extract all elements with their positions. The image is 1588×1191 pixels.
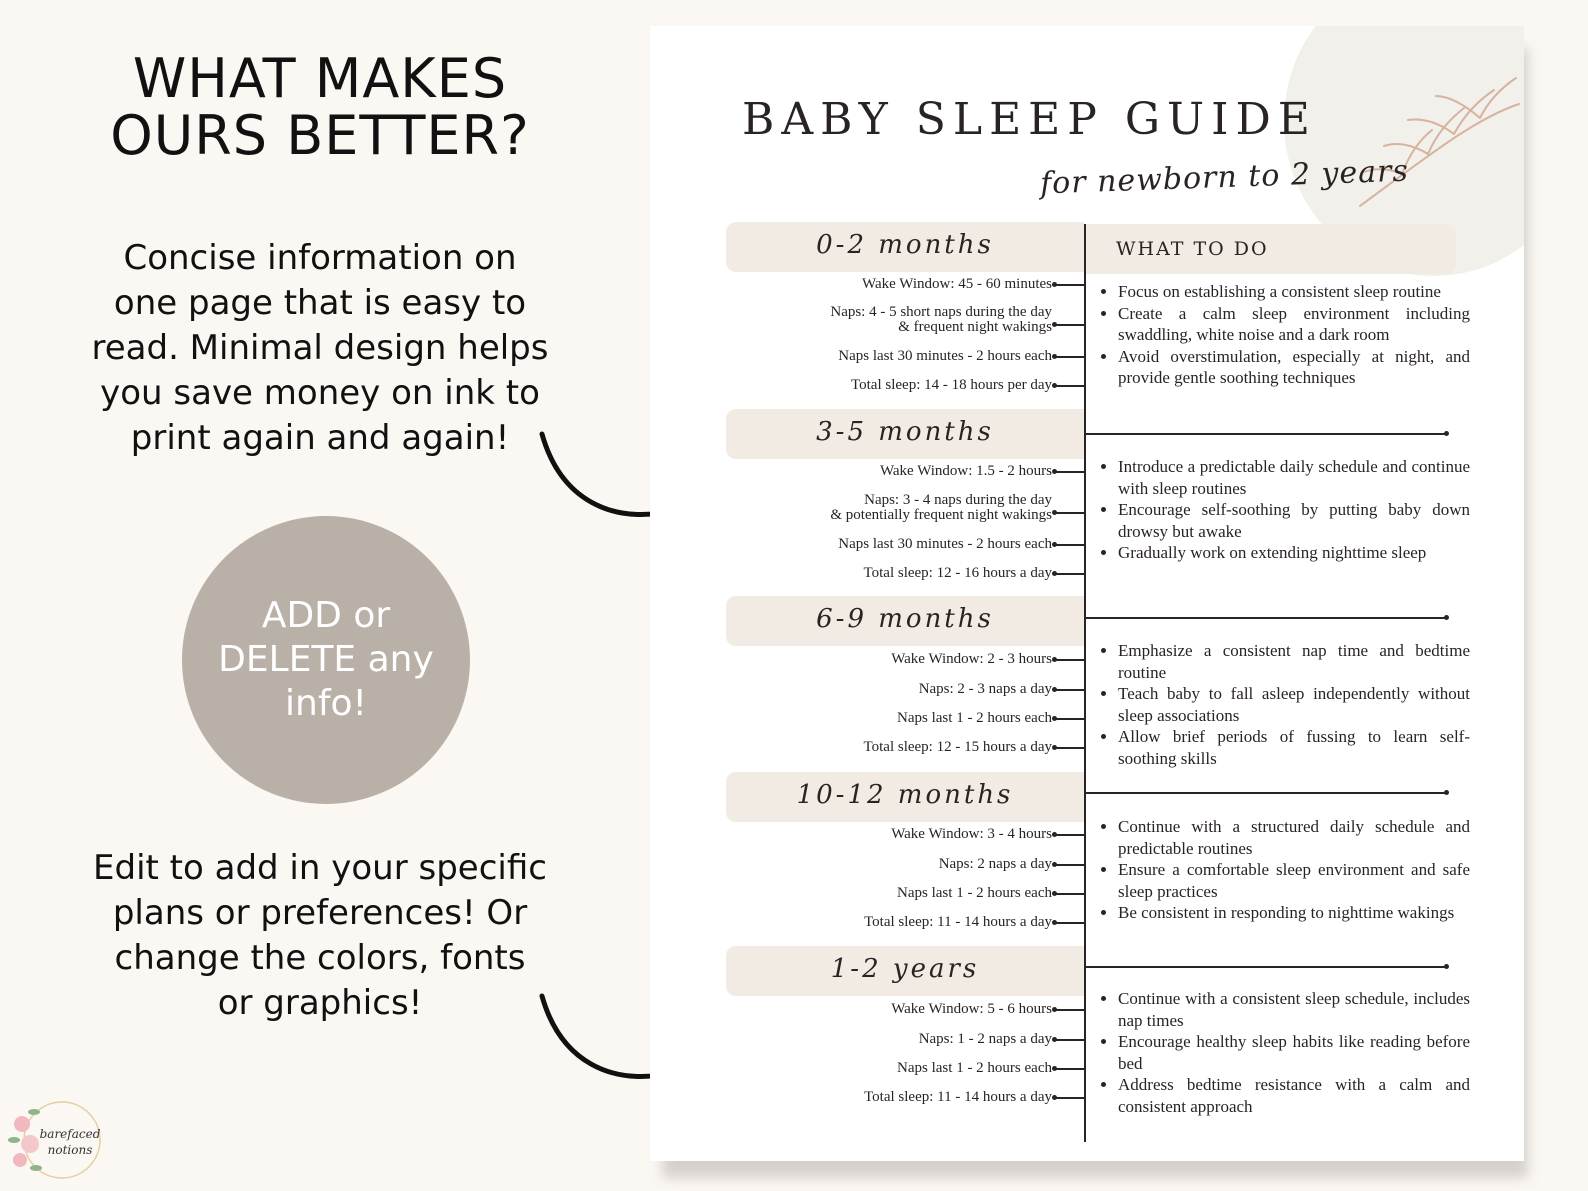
fact-line: Wake Window: 3 - 4 hours — [891, 826, 1052, 842]
fact-line: Naps last 30 minutes - 2 hours each — [838, 348, 1052, 364]
fact-tick — [1054, 512, 1084, 514]
fact-nap-length — [838, 349, 1052, 364]
timeline-divider — [1084, 224, 1086, 1142]
fact-line: Total sleep: 12 - 16 hours a day — [863, 565, 1052, 581]
todo-item: • Focus on establishing a consistent sleep routine — [1118, 281, 1470, 303]
fact-line: Naps: 1 - 2 naps a day — [918, 1031, 1052, 1047]
fact-wake-window — [891, 1002, 1052, 1017]
logo-word: notions — [47, 1143, 93, 1157]
fact-tick — [1054, 659, 1084, 661]
leaf-sprig-icon — [1304, 64, 1524, 214]
fact-wake-window — [891, 827, 1052, 842]
fact-line: & frequent night wakings — [898, 319, 1052, 335]
fact-line: Wake Window: 5 - 6 hours — [891, 1001, 1052, 1017]
fact-total-sleep — [851, 378, 1052, 393]
todo-list-0-2-months — [1100, 281, 1470, 389]
fact-line: Wake Window: 1.5 - 2 hours — [879, 463, 1052, 479]
age-bar-1-2-years — [726, 946, 1084, 996]
todo-item: • Introduce a predictable daily schedule and continue with sleep routines — [1118, 456, 1470, 499]
fact-tick — [1054, 1097, 1084, 1099]
todo-item: • Continue with a consistent sleep schedule, includes nap times — [1118, 988, 1470, 1031]
fact-tick — [1054, 385, 1084, 387]
fact-line: Naps last 1 - 2 hours each — [897, 710, 1052, 726]
fact-line: Total sleep: 11 - 14 hours a day — [864, 1089, 1052, 1105]
promo-text-line: or graphics! — [217, 983, 423, 1023]
fact-total-sleep — [864, 740, 1053, 755]
section-separator — [1086, 792, 1446, 794]
fact-total-sleep — [864, 915, 1052, 930]
fact-line: Wake Window: 2 - 3 hours — [891, 651, 1052, 667]
todo-item: • Avoid overstimulation, especially at night, and provide gentle soothing techniques — [1118, 346, 1470, 389]
age-label: 3-5 months — [816, 417, 994, 447]
badge-text-line: DELETE any — [218, 639, 434, 680]
todo-list-6-9-months — [1100, 640, 1470, 769]
promo-text-line: plans or preferences! Or — [112, 893, 528, 933]
floral-wreath-icon — [4, 1096, 108, 1182]
badge-text-line: info! — [285, 683, 367, 724]
guide-title: BABY SLEEP GUIDE — [742, 94, 1317, 145]
brand-logo — [4, 1096, 108, 1182]
promo-text-line: change the colors, fonts — [114, 938, 526, 978]
what-to-do-header — [1086, 224, 1456, 274]
fact-line: Naps last 1 - 2 hours each — [897, 885, 1052, 901]
fact-naps — [919, 682, 1052, 697]
fact-nap-length — [838, 537, 1052, 552]
what-to-do-label: WHAT TO DO — [1116, 238, 1269, 260]
section-separator — [1086, 966, 1446, 968]
fact-total-sleep — [864, 566, 1053, 581]
todo-item: • Continue with a structured daily schedule and predictable routines — [1118, 816, 1470, 859]
fact-line: Total sleep: 11 - 14 hours a day — [864, 914, 1052, 930]
age-label: 1-2 years — [830, 954, 980, 984]
badge-text-line: ADD or — [261, 595, 391, 636]
todo-list-1-2-years — [1100, 988, 1470, 1117]
fact-tick — [1054, 893, 1084, 895]
age-bar-3-5-months — [726, 409, 1084, 459]
fact-tick — [1054, 922, 1084, 924]
logo-word: barefaced — [39, 1127, 101, 1141]
fact-tick — [1054, 718, 1084, 720]
fact-tick — [1054, 544, 1084, 546]
fact-tick — [1054, 573, 1084, 575]
promo-heading — [40, 47, 600, 167]
todo-item: • Ensure a comfortable sleep environment and safe sleep practices — [1118, 859, 1470, 902]
fact-tick — [1054, 471, 1084, 473]
sleep-guide-card — [650, 26, 1524, 1161]
fact-line: Naps: 2 - 3 naps a day — [918, 681, 1052, 697]
section-separator — [1086, 433, 1446, 435]
promo-text-line: print again and again! — [130, 418, 510, 458]
age-bar-6-9-months — [726, 596, 1084, 646]
age-bar-0-2-months — [726, 222, 1084, 272]
todo-item: • Encourage healthy sleep habits like reading before bed — [1118, 1031, 1470, 1074]
fact-line: Naps last 30 minutes - 2 hours each — [838, 536, 1052, 552]
promo-text-line: Concise information on — [123, 238, 517, 278]
promo-text-line: you save money on ink to — [100, 373, 540, 413]
age-label: 6-9 months — [816, 604, 994, 634]
fact-line: Naps last 1 - 2 hours each — [897, 1060, 1052, 1076]
add-delete-badge — [182, 516, 470, 804]
fact-naps — [919, 1032, 1052, 1047]
section-separator — [1086, 617, 1446, 619]
todo-item: • Gradually work on extending nighttime sleep — [1118, 542, 1470, 564]
todo-item: • Be consistent in responding to nighttime wakings — [1118, 902, 1470, 924]
fact-nap-length — [897, 1061, 1052, 1076]
fact-wake-window — [891, 652, 1052, 667]
promo-text-line: one page that is easy to — [113, 283, 527, 323]
fact-tick — [1054, 284, 1084, 286]
fact-line: Total sleep: 14 - 18 hours per day — [851, 377, 1052, 393]
fact-line: Naps: 2 naps a day — [938, 856, 1052, 872]
promo-heading-line: WHAT MAKES — [132, 47, 508, 110]
todo-item: • Emphasize a consistent nap time and bedtime routine — [1118, 640, 1470, 683]
promo-text-line: read. Minimal design helps — [91, 328, 549, 368]
fact-wake-window — [880, 464, 1052, 479]
fact-wake-window — [862, 277, 1052, 292]
age-bar-10-12-months — [726, 772, 1084, 822]
fact-total-sleep — [864, 1090, 1052, 1105]
fact-naps — [830, 493, 1052, 523]
promo-heading-line: OURS BETTER? — [110, 104, 530, 167]
fact-tick — [1054, 834, 1084, 836]
fact-tick — [1054, 1039, 1084, 1041]
fact-line: Total sleep: 12 - 15 hours a day — [863, 739, 1052, 755]
fact-tick — [1054, 1009, 1084, 1011]
fact-naps — [939, 857, 1052, 872]
fact-line: Naps: 4 - 5 short naps during the day — [830, 304, 1052, 320]
fact-tick — [1054, 864, 1084, 866]
fact-tick — [1054, 1068, 1084, 1070]
fact-line: Naps: 3 - 4 naps during the day — [864, 492, 1052, 508]
fact-tick — [1054, 689, 1084, 691]
fact-naps — [830, 305, 1052, 335]
fact-tick — [1054, 324, 1084, 326]
todo-item: • Create a calm sleep environment including swaddling, white noise and a dark room — [1118, 303, 1470, 346]
age-label: 0-2 months — [816, 230, 994, 260]
todo-list-3-5-months — [1100, 456, 1470, 564]
todo-item: • Teach baby to fall asleep independently without sleep associations — [1118, 683, 1470, 726]
fact-tick — [1054, 356, 1084, 358]
todo-list-10-12-months — [1100, 816, 1470, 924]
todo-item: • Encourage self-soothing by putting baby down drowsy but awake — [1118, 499, 1470, 542]
todo-item: • Address bedtime resistance with a calm and consistent approach — [1118, 1074, 1470, 1117]
todo-item: • Allow brief periods of fussing to learn self-soothing skills — [1118, 726, 1470, 769]
guide-subtitle: for newborn to 2 years — [1039, 153, 1410, 202]
promo-paragraph-concise — [40, 236, 600, 461]
promo-text-line: Edit to add in your specific — [93, 848, 547, 888]
fact-line: & potentially frequent night wakings — [830, 507, 1052, 523]
age-label: 10-12 months — [796, 780, 1014, 810]
fact-nap-length — [897, 711, 1052, 726]
fact-nap-length — [897, 886, 1052, 901]
fact-tick — [1054, 747, 1084, 749]
fact-line: Wake Window: 45 - 60 minutes — [862, 276, 1052, 292]
promo-paragraph-edit — [40, 846, 600, 1026]
